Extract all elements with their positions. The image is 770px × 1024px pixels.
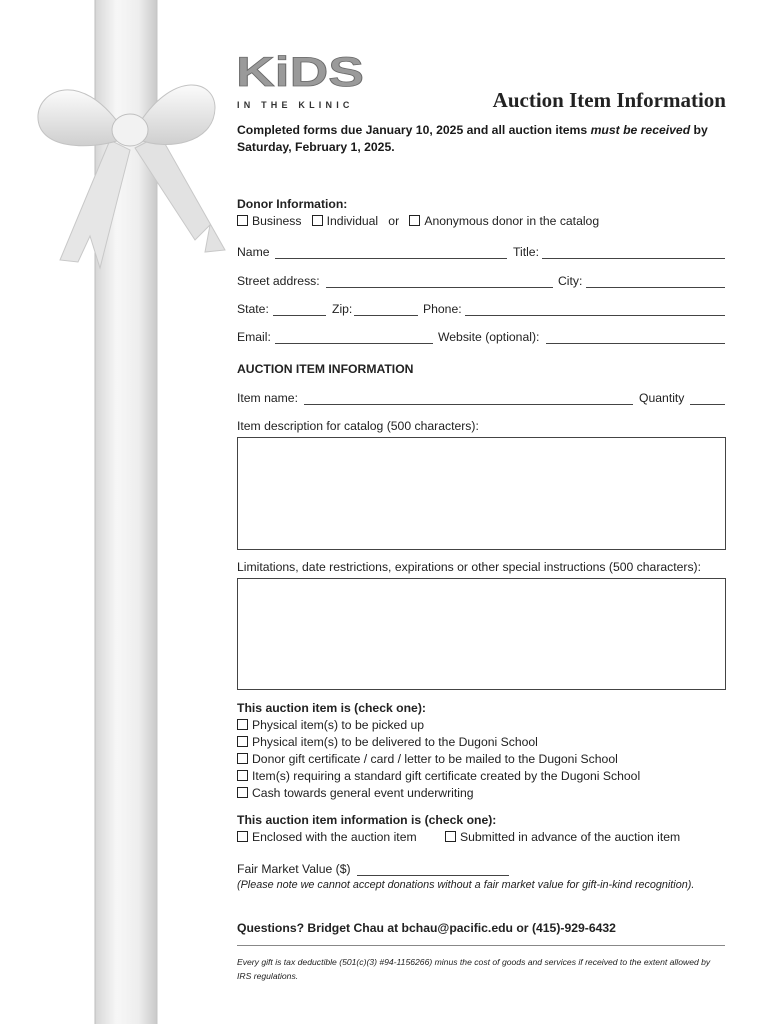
- limitations-label: Limitations, date restrictions, expirations or other special instructions (500 characters):: [237, 560, 702, 574]
- city-field[interactable]: [586, 287, 725, 288]
- option-physical-picked-up[interactable]: Physical item(s) to be picked up: [237, 718, 424, 732]
- quantity-label: Quantity: [639, 391, 685, 405]
- option-standard-gift-certificate[interactable]: Item(s) requiring a standard gift certificate created by the Dugoni School: [237, 769, 640, 783]
- quantity-field[interactable]: [690, 404, 725, 405]
- logo-wordmark: KiDS: [236, 48, 364, 95]
- limitations-textarea[interactable]: [237, 578, 726, 690]
- street-address-label: Street address:: [237, 274, 320, 288]
- info-type-heading: This auction item information is (check one):: [237, 813, 497, 827]
- item-description-label: Item description for catalog (500 characters):: [237, 419, 479, 433]
- item-type-heading: This auction item is (check one):: [237, 701, 426, 715]
- fair-market-value-label: Fair Market Value ($): [237, 862, 351, 876]
- due-date-notice: Completed forms due January 10, 2025 and all auction items must be received by Saturday, February 1, 2025.: [237, 123, 708, 154]
- email-label: Email:: [237, 330, 271, 344]
- logo-subtitle: IN THE KLINIC: [237, 100, 354, 110]
- state-label: State:: [237, 302, 269, 316]
- checkbox-anonymous-donor[interactable]: Anonymous donor in the catalog: [409, 214, 599, 228]
- title-label: Title:: [513, 245, 539, 259]
- state-field[interactable]: [273, 315, 326, 316]
- option-gift-certificate-mailed[interactable]: Donor gift certificate / card / letter to be mailed to the Dugoni School: [237, 752, 618, 766]
- item-description-textarea[interactable]: [237, 437, 726, 550]
- name-label: Name: [237, 245, 270, 259]
- checkbox-individual[interactable]: Individual: [312, 214, 379, 228]
- option-physical-delivered[interactable]: Physical item(s) to be delivered to the Dugoni School: [237, 735, 538, 749]
- donor-information-heading: Donor Information:: [237, 197, 348, 211]
- kids-in-the-klinic-logo: [236, 46, 366, 110]
- auction-item-heading: AUCTION ITEM INFORMATION: [237, 362, 414, 376]
- fair-market-value-field[interactable]: [357, 875, 509, 876]
- item-name-field[interactable]: [304, 404, 633, 405]
- phone-label: Phone:: [423, 302, 462, 316]
- zip-field[interactable]: [354, 315, 418, 316]
- name-field[interactable]: [275, 258, 507, 259]
- website-field[interactable]: [546, 343, 725, 344]
- contact-info: Questions? Bridget Chau at bchau@pacific.edu or (415)-929-6432: [237, 921, 616, 935]
- street-address-field[interactable]: [326, 287, 553, 288]
- tax-deductible-footnote: Every gift is tax deductible (501(c)(3) #94-1156266) minus the cost of goods and services if received to the extent allowed by IRS regulations.: [237, 957, 711, 981]
- city-label: City:: [558, 274, 583, 288]
- email-field[interactable]: [275, 343, 433, 344]
- footer-divider: [237, 945, 725, 946]
- option-enclosed[interactable]: Enclosed with the auction item: [237, 830, 417, 844]
- title-field[interactable]: [542, 258, 725, 259]
- item-name-label: Item name:: [237, 391, 298, 405]
- option-submitted-in-advance[interactable]: Submitted in advance of the auction item: [445, 830, 680, 844]
- website-label: Website (optional):: [438, 330, 540, 344]
- option-cash-underwriting[interactable]: Cash towards general event underwriting: [237, 786, 474, 800]
- page-title: Auction Item Information: [492, 88, 726, 112]
- donor-type-options: Business Individual or Anonymous donor in the catalog: [237, 214, 599, 228]
- zip-label: Zip:: [332, 302, 353, 316]
- checkbox-business[interactable]: Business: [237, 214, 301, 228]
- phone-field[interactable]: [465, 315, 725, 316]
- fair-market-value-note: (Please note we cannot accept donations without a fair market value for gift-in-kind recognition).: [237, 879, 695, 891]
